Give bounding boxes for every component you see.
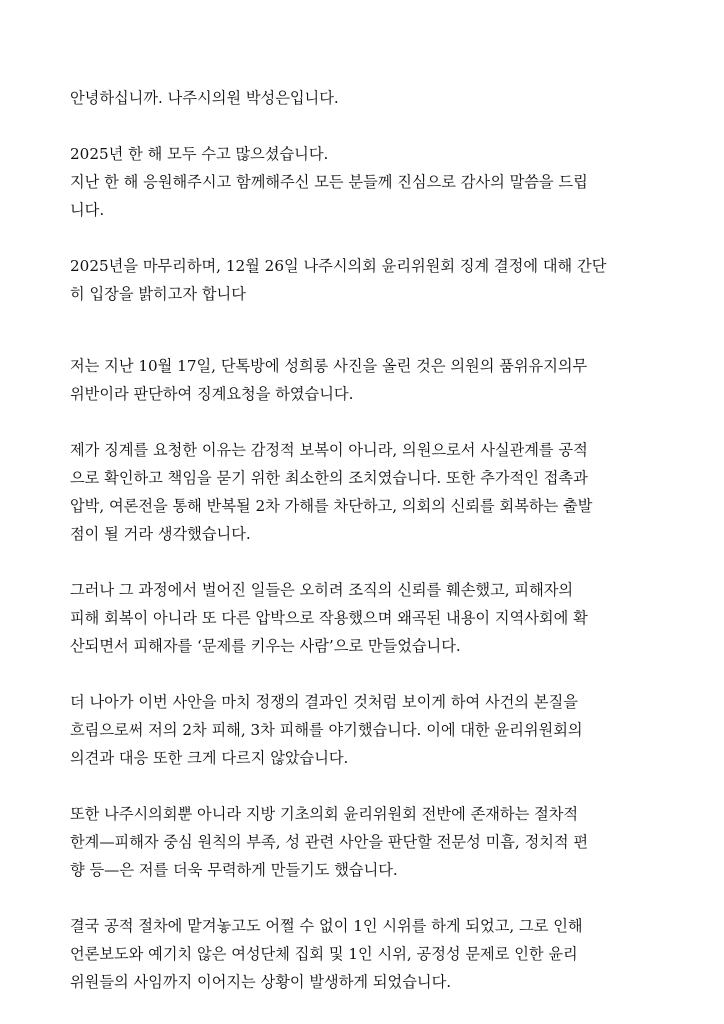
text-line: 또한 나주시의회뿐 아니라 지방 기초의회 윤리위원회 전반에 존재하는 절차적 <box>70 805 579 823</box>
text-line: 압박, 여론전을 통해 반복될 2차 가해를 차단하고, 의회의 신뢰를 회복하는 출발 <box>70 497 593 515</box>
text-line: 결국 공적 절차에 맡겨놓고도 어쩔 수 없이 1인 시위를 하게 되었고, 그로 인해 <box>70 917 583 935</box>
text-line: 더 나아가 이번 사안을 마치 정쟁의 결과인 것처럼 보이게 하여 사건의 본질을 <box>70 693 578 711</box>
paragraph-spacer <box>70 772 656 800</box>
text-line: 위반이라 판단하여 징계요청을 하였습니다. <box>70 385 354 403</box>
paragraph-spacer <box>70 408 656 436</box>
text-line: 언론보도와 예기치 않은 여성단체 집회 및 1인 시위, 공정성 문제로 인한 윤리 <box>70 945 578 963</box>
text-line: 으로 확인하고 책임을 묻기 위한 최소한의 조치였습니다. 또한 추가적인 접촉과 <box>70 469 588 487</box>
paragraph-intro <box>70 252 656 308</box>
text-line: 한계—피해자 중심 원칙의 부족, 성 관련 사안을 판단할 전문성 미흡, 정치적 편 <box>70 833 589 851</box>
paragraph-thanks <box>70 140 656 224</box>
paragraph-spacer <box>70 112 656 140</box>
paragraph-reason <box>70 436 656 548</box>
paragraph-request <box>70 352 656 408</box>
paragraph-limits <box>70 800 656 884</box>
paragraph-conclusion <box>70 912 656 996</box>
text-line: 위원들의 사임까지 이어지는 상황이 발생하게 되었습니다. <box>70 973 452 991</box>
paragraph-spacer <box>70 884 656 912</box>
text-line: 피해 회복이 아니라 또 다른 압박으로 작용했으며 왜곡된 내용이 지역사회에 확 <box>70 609 588 627</box>
paragraph-spacer <box>70 660 656 688</box>
text-line: 히 입장을 밝히고자 합니다 <box>70 285 246 303</box>
text-line: 의견과 대응 또한 크게 다르지 않았습니다. <box>70 749 349 767</box>
text-line: 그러나 그 과정에서 벌어진 일들은 오히려 조직의 신뢰를 훼손했고, 피해자의 <box>70 581 574 599</box>
text-line: 흐림으로써 저의 2차 피해, 3차 피해를 야기했습니다. 이에 대한 윤리위원회의 <box>70 721 583 739</box>
text-line: 안녕하십니까. 나주시의원 박성은입니다. <box>70 89 339 107</box>
text-line: 제가 징계를 요청한 이유는 감정적 보복이 아니라, 의원으로서 사실관계를 공적 <box>70 441 588 459</box>
text-line: 니다. <box>70 201 105 219</box>
text-line: 점이 될 거라 생각했습니다. <box>70 525 251 543</box>
paragraph-greeting <box>70 84 656 112</box>
paragraph-spacer <box>70 548 656 576</box>
document-page <box>70 84 656 996</box>
paragraph-process <box>70 576 656 660</box>
paragraph-spacer <box>70 224 656 252</box>
text-line: 저는 지난 10월 17일, 단톡방에 성희롱 사진을 올린 것은 의원의 품위유지의무 <box>70 357 588 375</box>
text-line: 2025년을 마무리하며, 12월 26일 나주시의회 윤리위원회 징계 결정에 대해 간단 <box>70 257 607 275</box>
text-line: 2025년 한 해 모두 수고 많으셨습니다. <box>70 145 329 163</box>
text-line: 지난 한 해 응원해주시고 함께해주신 모든 분들께 진심으로 감사의 말씀을 드립 <box>70 173 588 191</box>
paragraph-spacer <box>70 308 656 352</box>
text-line: 향 등—은 저를 더욱 무력하게 만들기도 했습니다. <box>70 861 398 879</box>
paragraph-damage <box>70 688 656 772</box>
text-line: 산되면서 피해자를 ‘문제를 키우는 사람’으로 만들었습니다. <box>70 637 461 655</box>
